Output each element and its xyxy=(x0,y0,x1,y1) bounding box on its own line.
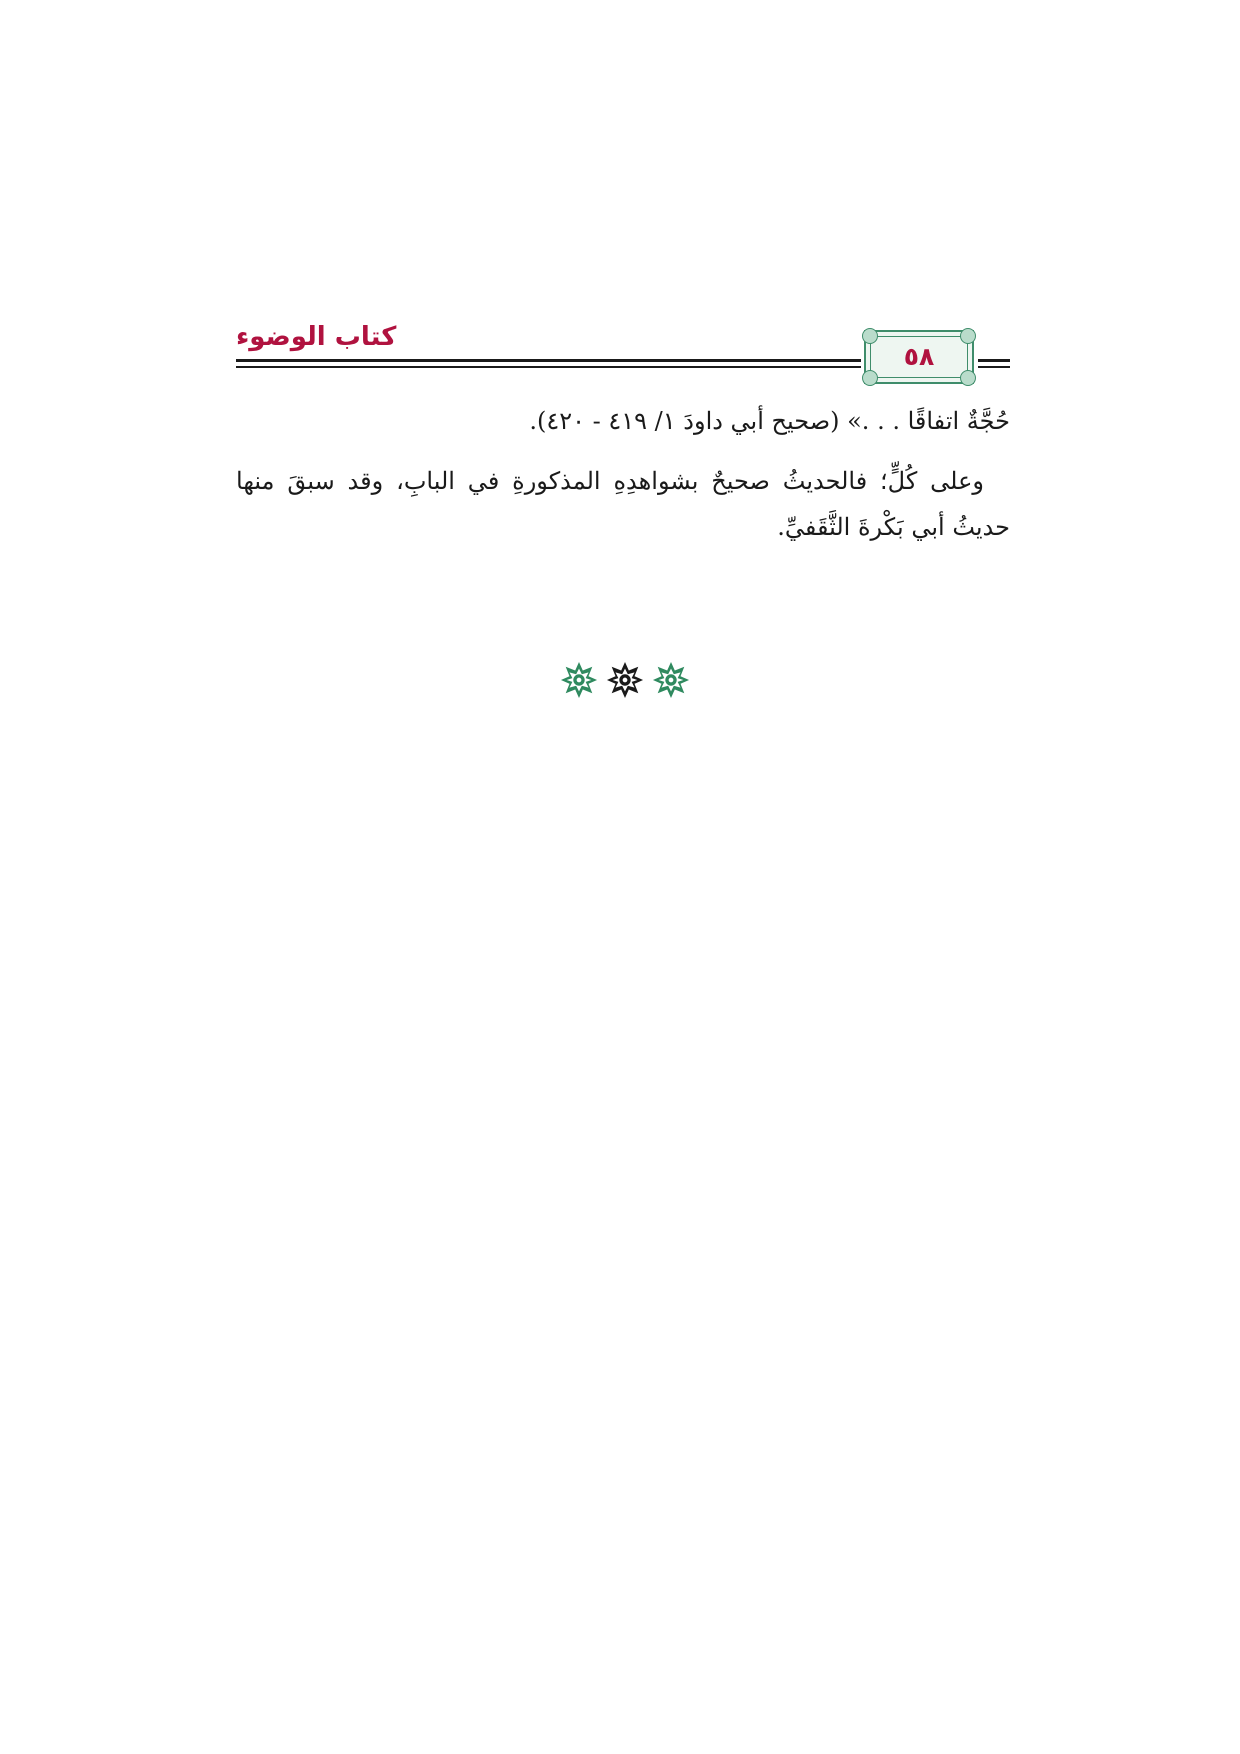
header-rule-thick xyxy=(236,359,861,362)
green-star-ornament-icon xyxy=(560,661,598,699)
black-star-ornament-icon xyxy=(606,661,644,699)
section-end-ornament xyxy=(560,660,690,700)
header-rule-thin xyxy=(236,366,861,368)
body-paragraph-1: حُجَّةٌ اتفاقًا . . .» (صحيح أبي داودَ ١/ ٤١٩ - ٤٢٠). xyxy=(529,407,1010,435)
header-rule-right-thin xyxy=(978,366,1010,368)
frame-corner-ornament-icon xyxy=(960,370,976,386)
header-rule-right-thick xyxy=(978,359,1010,362)
page-body xyxy=(236,398,1010,564)
body-paragraph-2: وعلى كُلٍّ؛ فالحديثُ صحيحٌ بشواهدِهِ المذكورةِ في البابِ، وقد سبقَ منها حديثُ أبي بَكْرةَ الثَّقَفيِّ. xyxy=(236,467,1010,541)
green-star-ornament-icon xyxy=(652,661,690,699)
page-number: ٥٨ xyxy=(903,342,935,371)
book-title: كتاب الوضوء xyxy=(236,322,397,352)
running-header xyxy=(236,316,1010,396)
frame-corner-ornament-icon xyxy=(862,370,878,386)
page-number-frame xyxy=(864,330,974,384)
